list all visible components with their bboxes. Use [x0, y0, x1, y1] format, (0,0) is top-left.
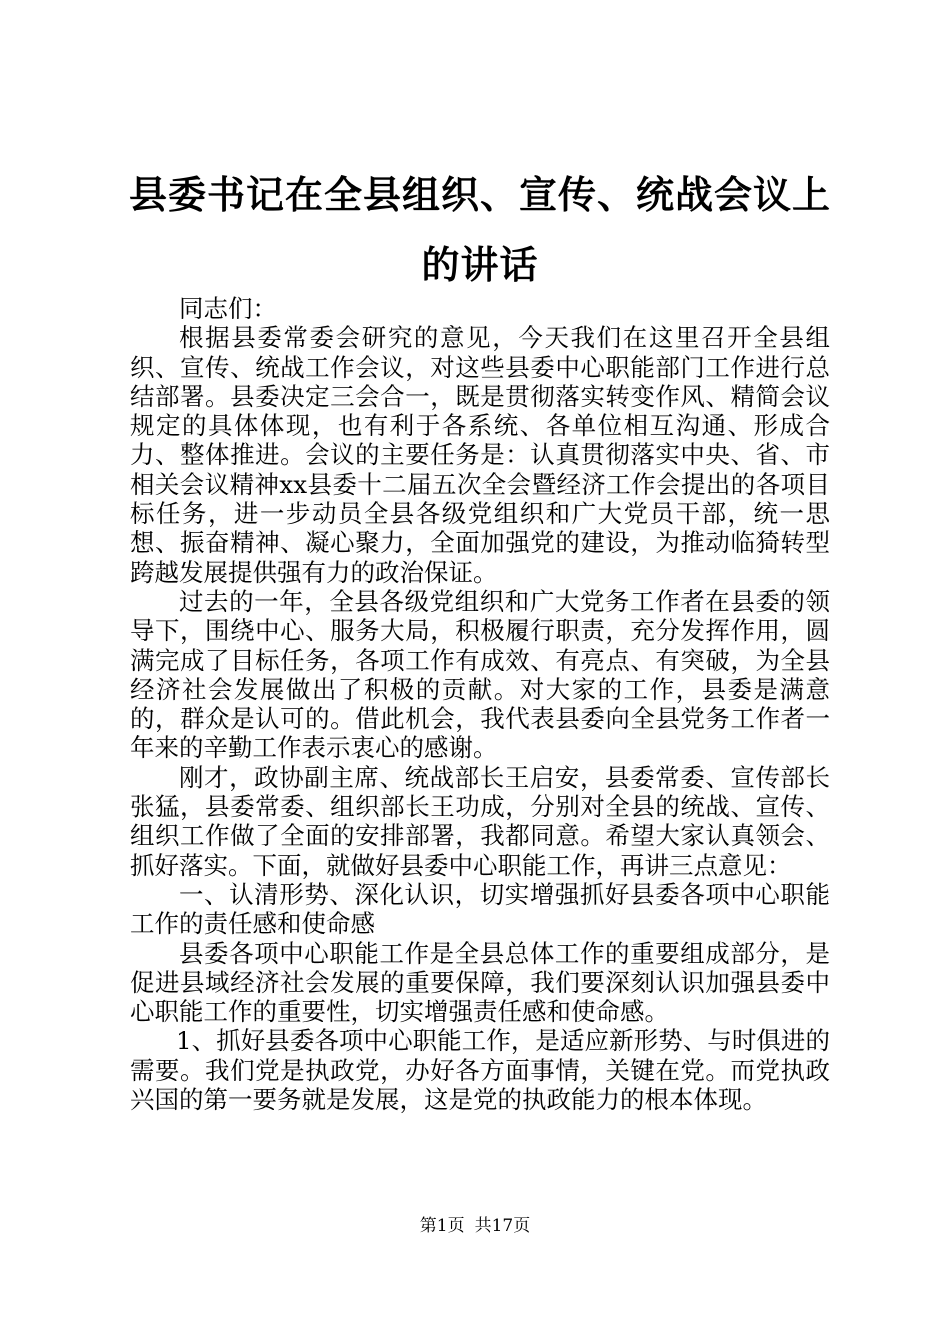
document-body: [130, 294, 830, 1114]
paragraph-5: 1、抓好县委各项中心职能工作，是适应新形势、与时俱进的需要。我们党是执政党，办好各方面事情，关键在党。而党执政兴国的第一要务就是发展，这是党的执政能力的根本体现。: [130, 1026, 830, 1115]
page-total: 共17页: [474, 1216, 531, 1236]
page-number: 第1页: [419, 1216, 465, 1236]
document-title: 县委书记在全县组织、宣传、统战会议上的讲话: [128, 172, 831, 287]
paragraph-4: 县委各项中心职能工作是全县总体工作的重要组成部分，是促进县域经济社会发展的重要保障，我们要深刻认识加强县委中心职能工作的重要性，切实增强责任感和使命感。: [130, 938, 830, 1027]
paragraph-1: 根据县委常委会研究的意见，今天我们在这里召开全县组织、宣传、统战工作会议，对这些县委中心职能部门工作进行总结部署。县委决定三会合一，既是贯彻落实转变作风、精简会议规定的具体体现，也有利于各系统、各单位相互沟通、形成合力、整体推进。会议的主要任务是：认真贯彻落实中央、省、市相关会议精神xx县委十二届五次全会暨经济工作会提出的各项目标任务，进一步动员全县各级党组织和广大党员干部，统一思想、振奋精神、凝心聚力，全面加强党的建设，为推动临猗转型跨越发展提供强有力的政治保证。: [130, 323, 830, 587]
paragraph-3: 刚才，政协副主席、统战部长王启安，县委常委、宣传部长张猛，县委常委、组织部长王功成，分别对全县的统战、宣传、组织工作做了全面的安排部署，我都同意。希望大家认真领会、抓好落实。下面，就做好县委中心职能工作，再讲三点意见：: [130, 762, 830, 880]
salutation: 同志们：: [179, 294, 277, 323]
page-footer: [0, 1214, 950, 1238]
paragraph-2: 过去的一年，全县各级党组织和广大党务工作者在县委的领导下，围绕中心、服务大局，积极履行职责，充分发挥作用，圆满完成了目标任务，各项工作有成效、有亮点、有突破，为全县经济社会发展做出了积极的贡献。对大家的工作，县委是满意的，群众是认可的。借此机会，我代表县委向全县党务工作者一年来的辛勤工作表示衷心的感谢。: [130, 586, 830, 763]
section-heading-1: 一、认清形势、深化认识，切实增强抓好县委各项中心职能工作的责任感和使命感: [130, 879, 830, 939]
